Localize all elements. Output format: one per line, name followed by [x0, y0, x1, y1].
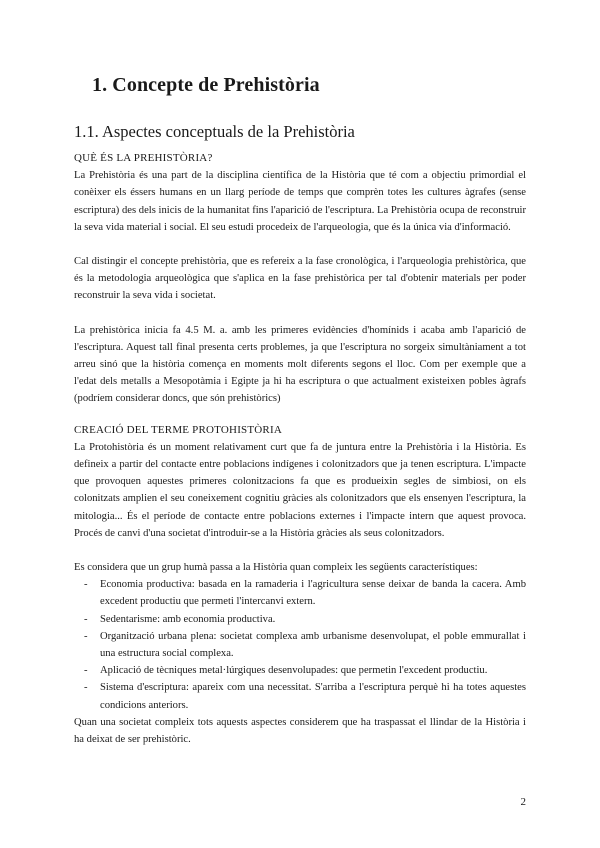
list-item: - Economia productiva: basada en la ramaderia i l'agricultura sense deixar de banda la cacera. Amb excedent productiu que permeti l'intercanvi extern.: [74, 576, 526, 610]
paragraph-definition: La Prehistòria és una part de la disciplina científica de la Història que té com a objectiu primordial el conèixer els éssers humans en un llarg període de temps que comprèn totes les cultures àgrafes (sense escriptura) des dels inicis de la humanitat fins l'aparició de l'escriptura. La Prehistòria ocupa de reconstruir la seva vida material i social. El seu estudi procedeix de l'arqueologia, que és la única via d'informació.: [74, 170, 526, 233]
page-number: 2: [520, 796, 526, 808]
chapter-title: 1. Concepte de Prehistòria: [92, 74, 320, 96]
paragraph-distinction: Cal distingir el concepte prehistòria, que es refereix a la fase cronològica, i l'arqueologia prehistòrica, que és la metodologia arqueològica que s'aplica en la fase prehistòrica per tal d'obtenir materials per poder reconstruir la seva vida i societat.: [74, 256, 526, 302]
section-title: 1.1. Aspectes conceptuals de la Prehistòria: [74, 122, 355, 141]
characteristics-list: [74, 576, 526, 714]
body-content: [74, 150, 526, 748]
paragraph-conclusion: Quan una societat compleix tots aquests aspectes considerem que ha traspassat el llindar de la Història i ha deixat de ser prehistòric.: [74, 716, 526, 746]
list-item: - Sistema d'escriptura: apareix com una necessitat. S'arriba a l'escriptura perquè hi ha totes aquestes condicions anteriors.: [74, 679, 526, 713]
list-item: - Aplicació de tècniques metal·lúrgiques desenvolupades: que permetin l'excedent productiu.: [74, 662, 526, 679]
subsection-heading-prehistoria: QUÈ ÉS LA PREHISTÒRIA?: [74, 152, 213, 164]
subsection-heading-protohistoria: CREACIÓ DEL TERME PROTOHISTÒRIA: [74, 423, 282, 436]
list-item: - Organització urbana plena: societat complexa amb urbanisme desenvolupat, el poble emmurallat i una estructura social complexa.: [74, 628, 526, 662]
list-intro: Es considera que un grup humà passa a la Història quan compleix les següents característiques:: [74, 562, 478, 574]
paragraph-chronology: La prehistòrica inicia fa 4.5 M. a. amb les primeres evidències d'homínids i acaba amb l'aparició de l'escriptura. Aquest tall final presenta certs problemes, ja que l'escriptura no sorgeix simultàniament a tot arreu sinó que la història comença en moments molt diferents segons el lloc. Com per exemple que a l'edat dels metalls a Mesopotàmia i Egipte ja hi ha escriptura o que actualment existeixen pobles àgrafs (podríem considerar doncs, que són prehistòrics): [74, 324, 526, 405]
list-item: - Sedentarisme: amb economia productiva.: [74, 611, 526, 628]
paragraph-protohistoria: La Protohistòria és un moment relativament curt que fa de juntura entre la Prehistòria i la Història. Es defineix a partir del contacte entre poblacions indígenes i colonitzadors que ja tenen escriptura. L'impacte que provoquen aquestes primeres colonitzacions fa que es produeixin segles de simbiosi, on els colonitzats amplien el seu coneixement cognitiu gràcies als colonitzadors que els ensenyen l'escriptura, la mitologia... És el període de contacte entre poblacions externes i l'impacte intern que aquest provoca. Procés de canvi d'una societat d'introduir-se a la Història gràcies als seus colonitzadors.: [74, 441, 526, 539]
